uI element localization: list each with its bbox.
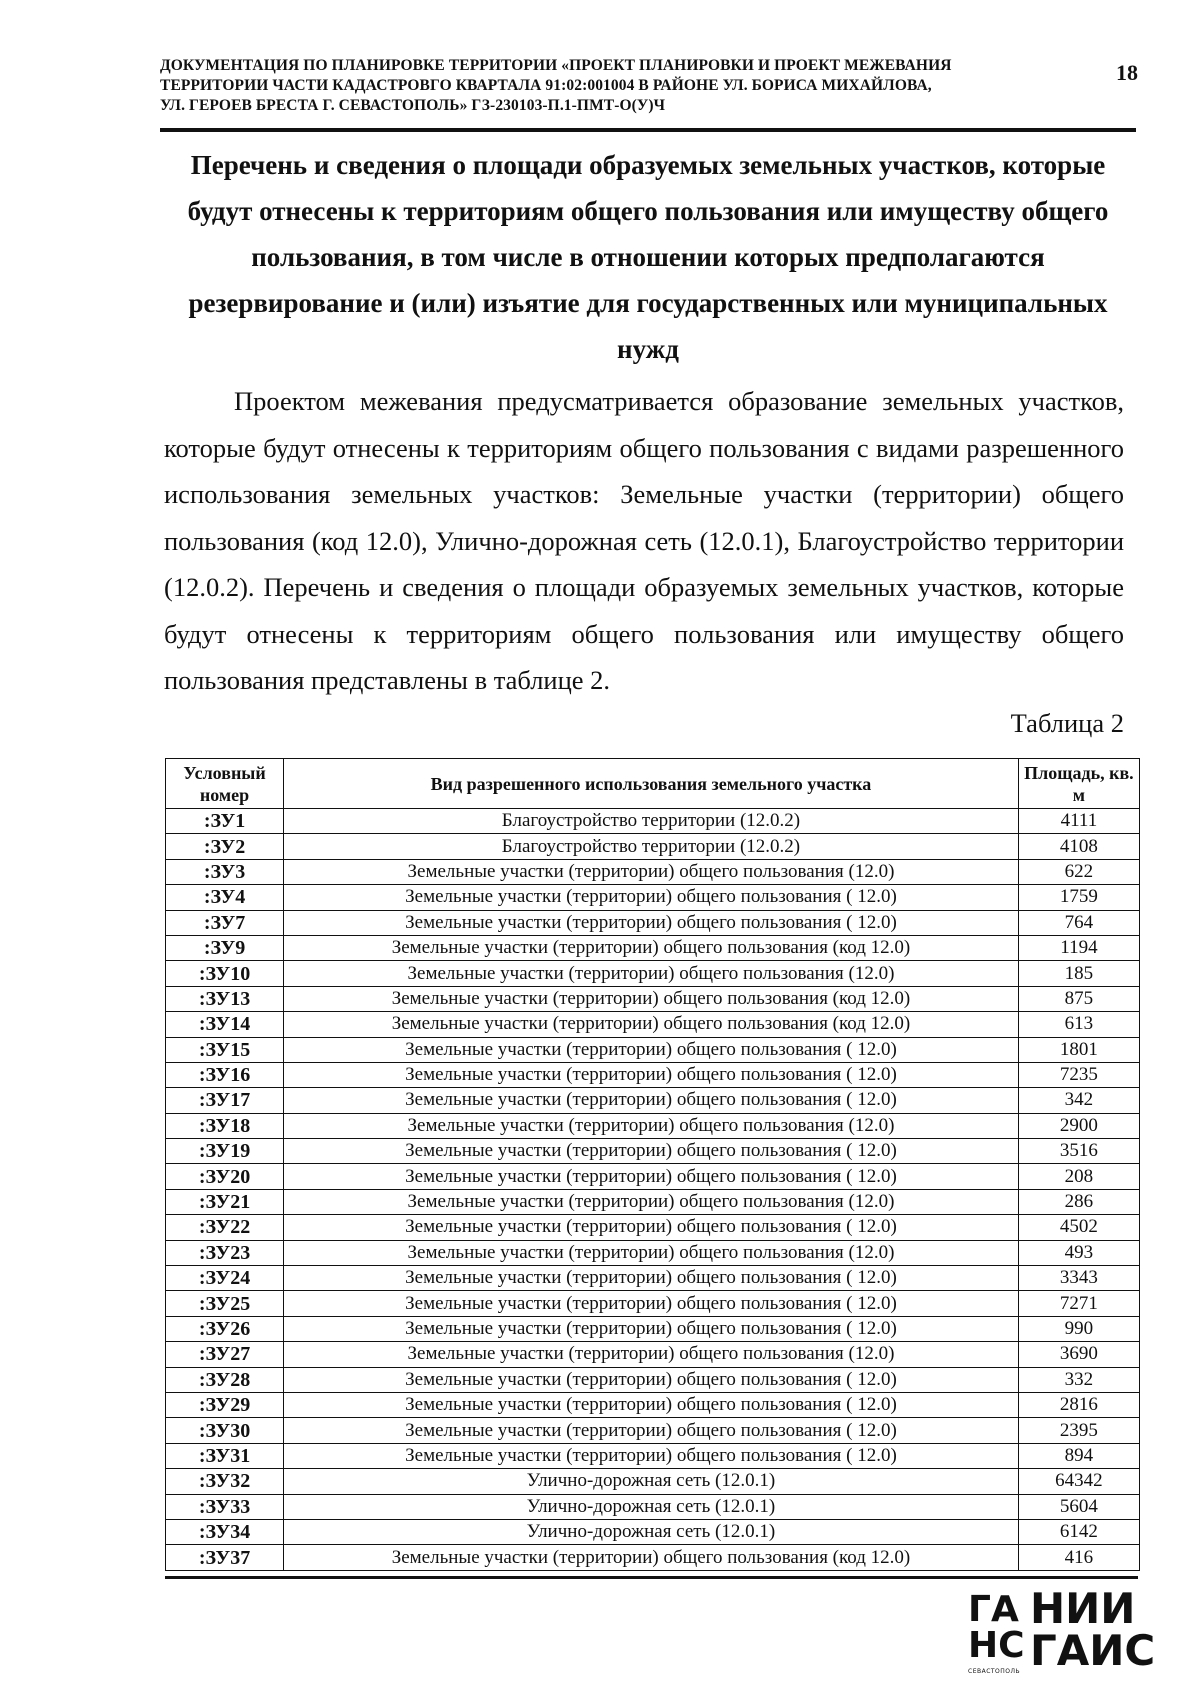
land-plots-table-container (165, 758, 1140, 1571)
cell-use: Благоустройство территории (12.0.2) (284, 809, 1019, 834)
cell-use: Земельные участки (территории) общего пользования ( 12.0) (284, 1037, 1019, 1062)
cell-use: Земельные участки (территории) общего пользования ( 12.0) (284, 1088, 1019, 1113)
table-row (166, 834, 1140, 859)
cell-area: 2816 (1018, 1392, 1139, 1417)
cell-use: Земельные участки (территории) общего пользования ( 12.0) (284, 910, 1019, 935)
cell-num: :ЗУ31 (166, 1443, 284, 1468)
table-row (166, 809, 1140, 834)
cell-use: Земельные участки (территории) общего пользования (12.0) (284, 859, 1019, 884)
cell-use: Земельные участки (территории) общего пользования ( 12.0) (284, 1062, 1019, 1087)
cell-num: :ЗУ25 (166, 1291, 284, 1316)
table-header-row (166, 759, 1140, 809)
cell-area: 6142 (1018, 1519, 1139, 1544)
cell-area: 3690 (1018, 1342, 1139, 1367)
cell-num: :ЗУ23 (166, 1240, 284, 1265)
table-row (166, 961, 1140, 986)
cell-use: Земельные участки (территории) общего пользования ( 12.0) (284, 1291, 1019, 1316)
cell-area: 342 (1018, 1088, 1139, 1113)
cell-use: Земельные участки (территории) общего пользования ( 12.0) (284, 1164, 1019, 1189)
cell-num: :ЗУ1 (166, 809, 284, 834)
table-row (166, 1469, 1140, 1494)
logo-mark-icon (968, 1589, 1026, 1670)
table-row (166, 1519, 1140, 1544)
table-row (166, 1316, 1140, 1341)
land-plots-table (165, 758, 1140, 1571)
header-use: Вид разрешенного использования земельного участка (284, 759, 1019, 809)
table-row (166, 1240, 1140, 1265)
table-row (166, 1012, 1140, 1037)
table-row (166, 1418, 1140, 1443)
table-row (166, 1443, 1140, 1468)
header-line-2: ТЕРРИТОРИИ ЧАСТИ КАДАСТРОВГО КВАРТАЛА 91:02:001004 В РАЙОНЕ УЛ. БОРИСА МИХАЙЛОВА, (160, 77, 932, 94)
cell-num: :ЗУ21 (166, 1189, 284, 1214)
table-row (166, 859, 1140, 884)
section-title: Перечень и сведения о площади образуемых земельных участков, которые будут отнесены к территориям общего пользования или имуществу общего пользования, в том числе в отношении которых предполагаются резервирование и (или) изъятие для государственных или муниципальных нужд (187, 150, 1109, 364)
cell-num: :ЗУ33 (166, 1494, 284, 1519)
cell-use: Земельные участки (территории) общего пользования (12.0) (284, 1240, 1019, 1265)
cell-num: :ЗУ24 (166, 1266, 284, 1291)
table-row (166, 885, 1140, 910)
cell-area: 3516 (1018, 1139, 1139, 1164)
logo-mark-bottom: НС (968, 1625, 1025, 1666)
cell-area: 4502 (1018, 1215, 1139, 1240)
cell-num: :ЗУ29 (166, 1392, 284, 1417)
cell-use: Земельные участки (территории) общего пользования (код 12.0) (284, 986, 1019, 1011)
cell-use: Земельные участки (территории) общего пользования (код 12.0) (284, 1545, 1019, 1570)
cell-area: 7271 (1018, 1291, 1139, 1316)
cell-use: Улично-дорожная сеть (12.0.1) (284, 1494, 1019, 1519)
cell-use: Земельные участки (территории) общего пользования ( 12.0) (284, 885, 1019, 910)
cell-num: :ЗУ13 (166, 986, 284, 1011)
cell-area: 3343 (1018, 1266, 1139, 1291)
cell-area: 622 (1018, 859, 1139, 884)
cell-use: Благоустройство территории (12.0.2) (284, 834, 1019, 859)
cell-area: 1194 (1018, 935, 1139, 960)
table-row (166, 986, 1140, 1011)
footer-divider (165, 1576, 1138, 1579)
cell-use: Земельные участки (территории) общего пользования ( 12.0) (284, 1418, 1019, 1443)
cell-area: 990 (1018, 1316, 1139, 1341)
cell-num: :ЗУ32 (166, 1469, 284, 1494)
table-row (166, 1342, 1140, 1367)
cell-use: Земельные участки (территории) общего пользования (12.0) (284, 1342, 1019, 1367)
cell-area: 4111 (1018, 809, 1139, 834)
cell-use: Земельные участки (территории) общего пользования (12.0) (284, 1189, 1019, 1214)
table-row (166, 1494, 1140, 1519)
cell-area: 7235 (1018, 1062, 1139, 1087)
logo-text-bottom: ГАИС (1030, 1626, 1156, 1675)
cell-num: :ЗУ9 (166, 935, 284, 960)
table-row (166, 1392, 1140, 1417)
cell-area: 875 (1018, 986, 1139, 1011)
cell-num: :ЗУ4 (166, 885, 284, 910)
cell-area: 64342 (1018, 1469, 1139, 1494)
cell-area: 416 (1018, 1545, 1139, 1570)
table-row (166, 1189, 1140, 1214)
cell-area: 332 (1018, 1367, 1139, 1392)
table-row (166, 1113, 1140, 1138)
cell-use: Земельные участки (территории) общего пользования (12.0) (284, 1113, 1019, 1138)
body-paragraph: Проектом межевания предусматривается образование земельных участков, которые будут отнесены к территориям общего пользования с видами разрешенного использования земельных участков: Земельные участки (территории) общего пользования (код 12.0), Улично-дорожная сеть (12.0.1), Благоустройство территории (12.0.2). Перечень и сведения о площади образуемых земельных участков, которые будут отнесены к территориям общего пользования или имуществу общего пользования представлены в таблице 2. (164, 386, 1124, 695)
cell-area: 208 (1018, 1164, 1139, 1189)
table-row (166, 1545, 1140, 1570)
table-row (166, 1367, 1140, 1392)
cell-area: 185 (1018, 961, 1139, 986)
cell-use: Земельные участки (территории) общего пользования ( 12.0) (284, 1139, 1019, 1164)
table-row (166, 1291, 1140, 1316)
table-row (166, 910, 1140, 935)
logo-small-text: СЕВАСТОПОЛЬ (968, 1668, 1021, 1675)
table-row (166, 1266, 1140, 1291)
header-line-3: УЛ. ГЕРОЕВ БРЕСТА Г. СЕВАСТОПОЛЬ» ГЗ-230103-П.1-ПМТ-О(У)Ч (160, 97, 666, 114)
table-row (166, 1062, 1140, 1087)
cell-area: 894 (1018, 1443, 1139, 1468)
cell-num: :ЗУ15 (166, 1037, 284, 1062)
table-row (166, 1088, 1140, 1113)
cell-num: :ЗУ37 (166, 1545, 284, 1570)
cell-num: :ЗУ16 (166, 1062, 284, 1087)
cell-use: Земельные участки (территории) общего пользования ( 12.0) (284, 1215, 1019, 1240)
cell-num: :ЗУ14 (166, 1012, 284, 1037)
header-num: Условный номер (166, 759, 284, 809)
cell-area: 4108 (1018, 834, 1139, 859)
cell-num: :ЗУ34 (166, 1519, 284, 1544)
cell-num: :ЗУ17 (166, 1088, 284, 1113)
cell-use: Земельные участки (территории) общего пользования (12.0) (284, 961, 1019, 986)
table-row (166, 1215, 1140, 1240)
cell-num: :ЗУ27 (166, 1342, 284, 1367)
cell-area: 2395 (1018, 1418, 1139, 1443)
cell-num: :ЗУ10 (166, 961, 284, 986)
cell-num: :ЗУ30 (166, 1418, 284, 1443)
cell-use: Земельные участки (территории) общего пользования (код 12.0) (284, 935, 1019, 960)
cell-num: :ЗУ20 (166, 1164, 284, 1189)
cell-use: Земельные участки (территории) общего пользования ( 12.0) (284, 1266, 1019, 1291)
table-row (166, 935, 1140, 960)
cell-use: Земельные участки (территории) общего пользования ( 12.0) (284, 1316, 1019, 1341)
cell-use: Улично-дорожная сеть (12.0.1) (284, 1469, 1019, 1494)
cell-area: 493 (1018, 1240, 1139, 1265)
cell-use: Улично-дорожная сеть (12.0.1) (284, 1519, 1019, 1544)
cell-area: 5604 (1018, 1494, 1139, 1519)
cell-area: 286 (1018, 1189, 1139, 1214)
table-row (166, 1037, 1140, 1062)
cell-num: :ЗУ19 (166, 1139, 284, 1164)
cell-num: :ЗУ28 (166, 1367, 284, 1392)
page-number: 18 (1116, 60, 1138, 85)
table-row (166, 1164, 1140, 1189)
logo-text-top: НИИ (1030, 1584, 1136, 1633)
table-caption: Таблица 2 (1010, 708, 1124, 738)
cell-num: :ЗУ22 (166, 1215, 284, 1240)
cell-area: 1759 (1018, 885, 1139, 910)
table-row (166, 1139, 1140, 1164)
cell-num: :ЗУ2 (166, 834, 284, 859)
header-line-1: ДОКУМЕНТАЦИЯ ПО ПЛАНИРОВКЕ ТЕРРИТОРИИ «ПРОЕКТ ПЛАНИРОВКИ И ПРОЕКТ МЕЖЕВАНИЯ (160, 57, 952, 74)
cell-num: :ЗУ26 (166, 1316, 284, 1341)
cell-use: Земельные участки (территории) общего пользования (код 12.0) (284, 1012, 1019, 1037)
cell-area: 2900 (1018, 1113, 1139, 1138)
logo-mark-top: ГА (968, 1589, 1019, 1630)
logo-text (1030, 1584, 1156, 1675)
cell-num: :ЗУ3 (166, 859, 284, 884)
niigais-logo (968, 1584, 1156, 1678)
header-area: Площадь, кв. м (1018, 759, 1139, 809)
cell-num: :ЗУ7 (166, 910, 284, 935)
cell-num: :ЗУ18 (166, 1113, 284, 1138)
cell-area: 1801 (1018, 1037, 1139, 1062)
document-header (160, 56, 1110, 116)
header-divider (160, 128, 1136, 132)
cell-use: Земельные участки (территории) общего пользования ( 12.0) (284, 1367, 1019, 1392)
table-body (166, 809, 1140, 1571)
cell-use: Земельные участки (территории) общего пользования ( 12.0) (284, 1392, 1019, 1417)
cell-area: 764 (1018, 910, 1139, 935)
cell-area: 613 (1018, 1012, 1139, 1037)
cell-use: Земельные участки (территории) общего пользования ( 12.0) (284, 1443, 1019, 1468)
